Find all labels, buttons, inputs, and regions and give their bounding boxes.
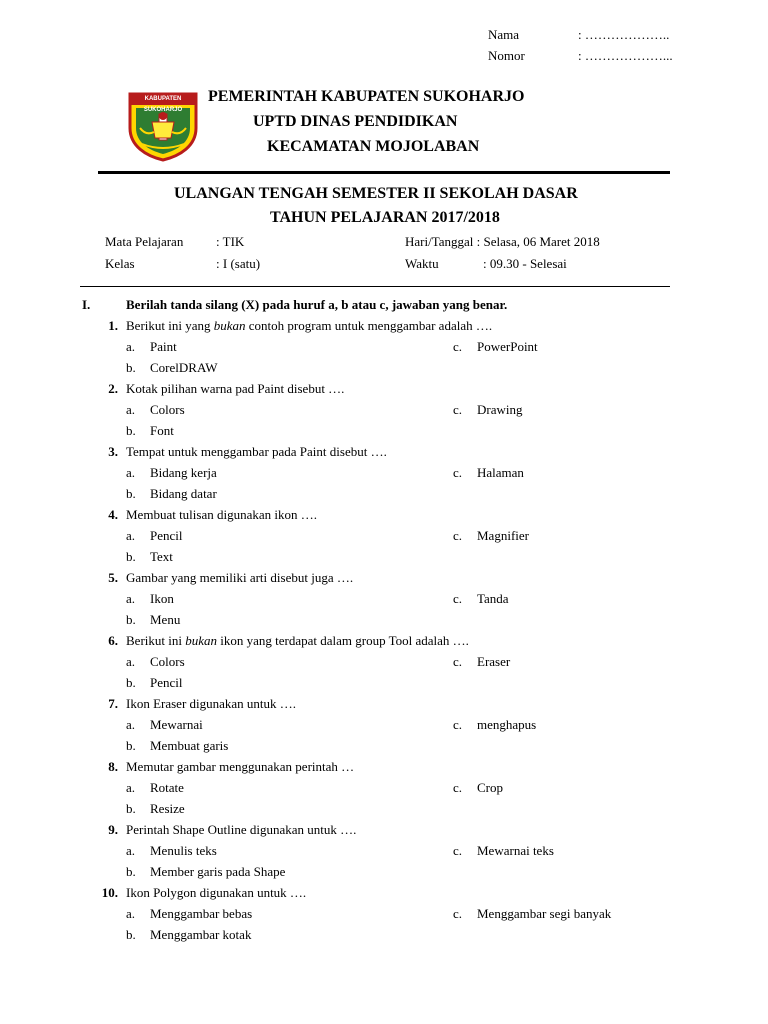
option-letter-b: b. bbox=[126, 423, 136, 438]
question-emphasis: bukan bbox=[213, 318, 246, 333]
exam-title2: TAHUN PELAJARAN 2017/2018 bbox=[270, 209, 500, 226]
option-text-c: Tanda bbox=[477, 591, 509, 606]
option-letter-a: a. bbox=[126, 906, 136, 921]
question-text-part: Ikon Polygon digunakan untuk …. bbox=[126, 885, 307, 900]
question-text-part: Gambar yang memiliki arti disebut juga …. bbox=[126, 570, 354, 585]
option-letter-c: c. bbox=[453, 906, 463, 921]
option-text-a: Ikon bbox=[150, 591, 174, 606]
question-text-part: Ikon Eraser digunakan untuk …. bbox=[126, 696, 297, 711]
nomor-label: Nomor bbox=[488, 48, 525, 63]
question-text bbox=[126, 507, 317, 523]
question-text bbox=[126, 696, 296, 712]
question-text bbox=[126, 759, 354, 775]
kelas-label: Kelas bbox=[105, 256, 135, 271]
question-text bbox=[126, 381, 344, 397]
question-text-part: ikon yang terdapat dalam group Tool adalah …. bbox=[217, 633, 469, 648]
option-letter-a: a. bbox=[126, 717, 136, 732]
option-text-a: Pencil bbox=[150, 528, 183, 543]
option-text-b: Font bbox=[150, 423, 174, 438]
meta-divider bbox=[80, 286, 670, 287]
mapel-value: : TIK bbox=[216, 234, 245, 249]
hari-tanggal: Hari/Tanggal : Selasa, 06 Maret 2018 bbox=[405, 234, 600, 249]
option-letter-b: b. bbox=[126, 738, 136, 753]
option-text-c: Menggambar segi banyak bbox=[477, 906, 612, 921]
option-letter-a: a. bbox=[126, 843, 136, 858]
option-letter-b: b. bbox=[126, 864, 136, 879]
question-number: 5. bbox=[108, 570, 118, 585]
option-text-c: Mewarnai teks bbox=[477, 843, 554, 858]
question-text bbox=[126, 885, 306, 901]
option-letter-c: c. bbox=[453, 717, 463, 732]
option-text-b: CorelDRAW bbox=[150, 360, 218, 375]
question-text bbox=[126, 318, 492, 334]
question-emphasis: bukan bbox=[185, 633, 217, 648]
option-text-b: Menu bbox=[150, 612, 181, 627]
header-line3: KECAMATAN MOJOLABAN bbox=[267, 138, 480, 155]
question-text-part: Tempat untuk menggambar pada Paint disebut …. bbox=[126, 444, 387, 459]
header-line1: PEMERINTAH KABUPATEN SUKOHARJO bbox=[208, 88, 525, 105]
option-text-c: menghapus bbox=[477, 717, 537, 732]
mapel-label: Mata Pelajaran bbox=[105, 234, 184, 249]
header-divider-thick bbox=[98, 171, 670, 174]
option-letter-c: c. bbox=[453, 654, 463, 669]
option-text-b: Text bbox=[150, 549, 173, 564]
option-text-b: Membuat garis bbox=[150, 738, 229, 753]
question-number: 6. bbox=[108, 633, 118, 648]
question-number: 7. bbox=[108, 696, 118, 711]
option-letter-c: c. bbox=[453, 339, 463, 354]
question-text bbox=[126, 822, 356, 838]
question-number: 9. bbox=[108, 822, 118, 837]
option-text-a: Colors bbox=[150, 654, 185, 669]
option-text-b: Pencil bbox=[150, 675, 183, 690]
option-text-b: Member garis pada Shape bbox=[150, 864, 286, 879]
option-text-c: Eraser bbox=[477, 654, 511, 669]
option-letter-b: b. bbox=[126, 486, 136, 501]
option-letter-a: a. bbox=[126, 402, 136, 417]
option-letter-a: a. bbox=[126, 780, 136, 795]
option-letter-c: c. bbox=[453, 843, 463, 858]
question-text-part: contoh program untuk menggambar adalah …. bbox=[245, 318, 493, 333]
question-number: 3. bbox=[108, 444, 118, 459]
section-number: I. bbox=[82, 297, 91, 312]
option-text-c: Halaman bbox=[477, 465, 524, 480]
question-text-part: Berikut ini yang bbox=[126, 318, 214, 333]
question-number: 1. bbox=[108, 318, 118, 333]
option-letter-b: b. bbox=[126, 549, 136, 564]
option-text-b: Bidang datar bbox=[150, 486, 217, 501]
question-number: 8. bbox=[108, 759, 118, 774]
question-text-part: Membuat tulisan digunakan ikon …. bbox=[126, 507, 318, 522]
option-letter-b: b. bbox=[126, 927, 136, 942]
question-text-part: Memutar gambar menggunakan perintah … bbox=[126, 759, 355, 774]
exam-title1: ULANGAN TENGAH SEMESTER II SEKOLAH DASAR bbox=[174, 185, 578, 202]
header-line2: UPTD DINAS PENDIDIKAN bbox=[253, 113, 458, 130]
option-letter-b: b. bbox=[126, 612, 136, 627]
waktu-label: Waktu bbox=[405, 256, 439, 271]
option-text-c: PowerPoint bbox=[477, 339, 538, 354]
nama-label: Nama bbox=[488, 27, 520, 42]
option-text-a: Menggambar bebas bbox=[150, 906, 253, 921]
option-letter-b: b. bbox=[126, 801, 136, 816]
option-letter-a: a. bbox=[126, 465, 136, 480]
question-text-part: Perintah Shape Outline digunakan untuk …. bbox=[126, 822, 357, 837]
option-letter-c: c. bbox=[453, 528, 463, 543]
option-letter-a: a. bbox=[126, 528, 136, 543]
question-text bbox=[126, 633, 469, 649]
question-text bbox=[126, 444, 387, 460]
section-instruction: Berilah tanda silang (X) pada huruf a, b atau c, jawaban yang benar. bbox=[126, 297, 508, 312]
option-letter-c: c. bbox=[453, 402, 463, 417]
option-letter-a: a. bbox=[126, 654, 136, 669]
option-letter-a: a. bbox=[126, 591, 136, 606]
option-text-a: Mewarnai bbox=[150, 717, 203, 732]
option-text-c: Magnifier bbox=[477, 528, 529, 543]
question-text-part: Kotak pilihan warna pad Paint disebut …. bbox=[126, 381, 345, 396]
kelas-value: : I (satu) bbox=[216, 256, 261, 271]
question-number: 2. bbox=[108, 381, 118, 396]
option-text-c: Drawing bbox=[477, 402, 523, 417]
question-text bbox=[126, 570, 353, 586]
option-text-a: Colors bbox=[150, 402, 185, 417]
option-text-a: Menulis teks bbox=[150, 843, 217, 858]
option-letter-a: a. bbox=[126, 339, 136, 354]
question-number: 4. bbox=[108, 507, 118, 522]
option-letter-b: b. bbox=[126, 675, 136, 690]
kabupaten-logo bbox=[126, 92, 200, 162]
option-letter-c: c. bbox=[453, 780, 463, 795]
logo-text: KABUPATEN SUKOHARJO bbox=[143, 96, 183, 113]
option-letter-c: c. bbox=[453, 591, 463, 606]
option-text-b: Menggambar kotak bbox=[150, 927, 252, 942]
option-text-b: Resize bbox=[150, 801, 185, 816]
question-number: 10. bbox=[101, 885, 118, 900]
nomor-value: : ………………... bbox=[578, 48, 673, 63]
option-text-a: Paint bbox=[150, 339, 177, 354]
option-text-a: Bidang kerja bbox=[150, 465, 217, 480]
question-text-part: Berikut ini bbox=[126, 633, 186, 648]
waktu-value: : 09.30 - Selesai bbox=[483, 256, 567, 271]
option-letter-c: c. bbox=[453, 465, 463, 480]
nama-value: : ……………….. bbox=[578, 27, 670, 42]
option-letter-b: b. bbox=[126, 360, 136, 375]
option-text-c: Crop bbox=[477, 780, 503, 795]
option-text-a: Rotate bbox=[150, 780, 184, 795]
